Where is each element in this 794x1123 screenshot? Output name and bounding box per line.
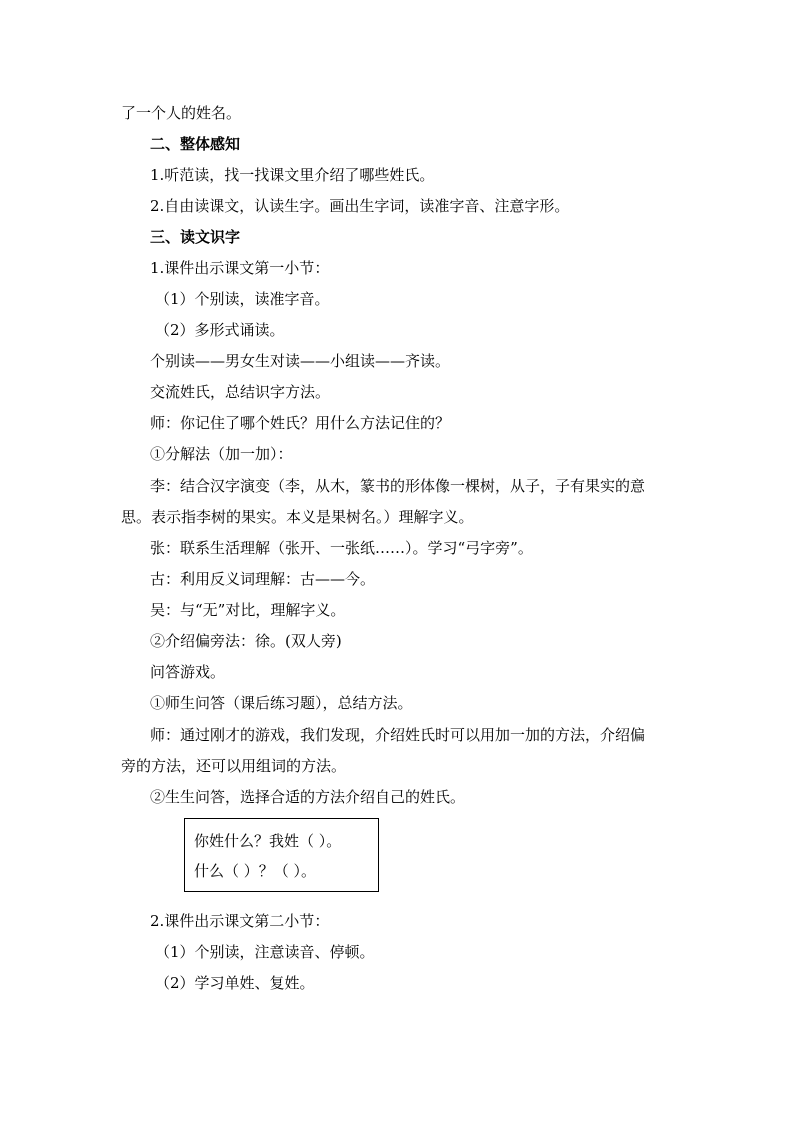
text-line: 交流姓氏，总结识字方法。 (150, 383, 331, 401)
box-line: 什么（ ）？（ ）。 (194, 862, 317, 880)
text-line: 李：结合汉字演变（李，从木，篆书的形体像一棵树，从子，子有果实的意 (150, 477, 646, 495)
text-line: 了一个人的姓名。 (121, 104, 242, 122)
text-line: 古：利用反义词理解：古——今。 (150, 570, 376, 588)
text-line: 问答游戏。 (150, 663, 226, 681)
text-line: 个别读——男女生对读——小组读——齐读。 (150, 352, 451, 370)
text-line: 张：联系生活理解（张开、一张纸……）。学习“弓字旁”。 (150, 539, 533, 557)
dialogue-box (184, 818, 379, 892)
section-heading: 二、整体感知 (150, 135, 241, 153)
section-heading: 三、读文识字 (150, 228, 241, 246)
text-line: （2）多形式诵读。 (155, 321, 285, 339)
box-line: 你姓什么？我姓（ ）。 (194, 832, 342, 850)
text-line: 2.自由读课文，认读生字。画出生字词，读准字音、注意字形。 (150, 197, 570, 215)
text-line: 旁的方法，还可以用组词的方法。 (121, 757, 347, 775)
text-line: 2.课件出示课文第二小节： (150, 912, 330, 930)
text-line: 师：通过刚才的游戏，我们发现，介绍姓氏时可以用加一加的方法，介绍偏 (150, 726, 646, 744)
text-line: 师：你记住了哪个姓氏？用什么方法记住的？ (150, 414, 451, 432)
text-line: 1.课件出示课文第一小节： (150, 259, 330, 277)
text-line: 思。表示指李树的果实。本义是果树名。）理解字义。 (121, 508, 474, 526)
text-line: ①分解法（加一加）： (150, 445, 293, 463)
text-line: 1.听范读，找一找课文里介绍了哪些姓氏。 (150, 166, 435, 184)
text-line: ②生生问答，选择合适的方法介绍自己的姓氏。 (150, 788, 466, 806)
text-line: 吴：与“无”对比，理解字义。 (150, 601, 346, 619)
text-line: （2）学习单姓、复姓。 (155, 974, 315, 992)
text-line: ②介绍偏旁法：徐。(双人旁) (150, 632, 342, 650)
text-line: （1）个别读，读准字音。 (155, 290, 330, 308)
text-line: （1）个别读，注意读音、停顿。 (155, 943, 375, 961)
text-line: ①师生问答（课后练习题），总结方法。 (150, 694, 413, 712)
